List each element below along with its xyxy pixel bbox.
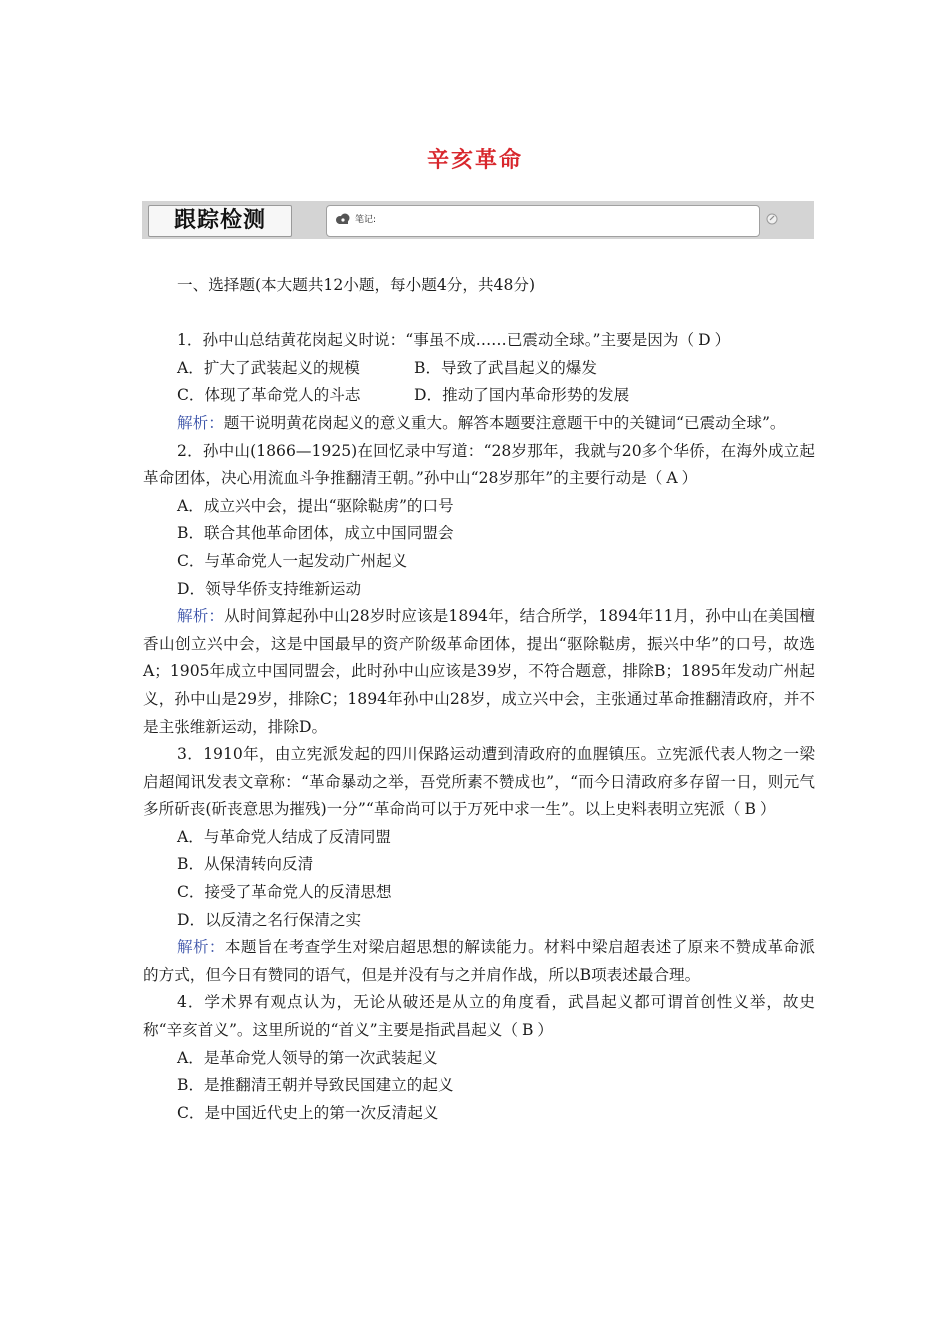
option: B．导致了武昌起义的爆发 xyxy=(414,358,597,377)
explanation: 解析：题干说明黄花岗起义的意义重大。解答本题要注意题干中的关键词“已震动全球”。 xyxy=(177,413,786,432)
banner-tag: 跟踪检测 xyxy=(148,205,292,237)
option: D．以反清之名行保清之实 xyxy=(177,910,362,929)
answer: A xyxy=(666,469,678,488)
option: D．领导华侨支持维新运动 xyxy=(177,579,362,598)
explanation-label: 解析： xyxy=(177,938,225,957)
answer: B xyxy=(521,1021,534,1040)
section-heading: 一、选择题(本大题共12小题，每小题4分，共48分) xyxy=(177,276,536,294)
clip-icon[interactable] xyxy=(766,213,778,225)
option: A．是革命党人领导的第一次武装起义 xyxy=(177,1048,438,1067)
answer: D xyxy=(698,331,711,350)
document-title: 辛亥革命 xyxy=(426,148,523,173)
option: D．推动了国内革命形势的发展 xyxy=(414,386,630,405)
explanation-label: 解析： xyxy=(177,607,225,626)
option: C．与革命党人一起发动广州起义 xyxy=(177,551,408,570)
option: C．体现了革命党人的斗志 xyxy=(177,386,361,405)
explanation-label: 解析： xyxy=(177,413,224,432)
question-stem: 4．学术界有观点认为，无论从破还是从立的角度看，武昌起义都可谓首创性义举，故史称“辛亥首义”。这里所说的“首义”主要是指武昌起义（ B ） xyxy=(143,993,815,1040)
option-row xyxy=(143,355,815,383)
note-label: 笔记: xyxy=(355,215,377,225)
option: C．是中国近代史上的第一次反清起义 xyxy=(177,1103,439,1122)
answer: B xyxy=(744,800,756,819)
document-body xyxy=(143,272,815,1127)
explanation: 解析：从时间算起孙中山28岁时应该是1894年，结合所学，1894年11月，孙中山在美国檀香山创立兴中会，这是中国最早的资产阶级革命团体，提出“驱除鞑虏，振兴中华”的口号，故选A；1905年成立中国同盟会，此时孙中山应该是39岁，不符合题意，排除B；1895年发动广州起义，孙中山是29岁，排除C；1894年孙中山28岁，成立兴中会，主张通过革命推翻清政府，并不是主张维新运动，排除D。 xyxy=(143,607,815,736)
explanation: 解析：本题旨在考查学生对梁启超思想的解读能力。材料中梁启超表述了原来不赞成革命派的方式，但今日有赞同的语气，但是并没有与之并肩作战，所以B项表述最合理。 xyxy=(143,938,815,984)
option: B．联合其他革命团体，成立中国同盟会 xyxy=(177,524,454,543)
option: B．从保清转向反清 xyxy=(177,855,314,874)
option-row xyxy=(143,382,815,410)
option: A．成立兴中会，提出“驱除鞑虏”的口号 xyxy=(177,496,454,515)
question-stem: 1．孙中山总结黄花岗起义时说：“事虽不成……已震动全球。”主要是因为（ D ） xyxy=(177,331,731,350)
note-field[interactable] xyxy=(326,205,760,237)
option: A．扩大了武装起义的规模 xyxy=(177,358,360,377)
option: A．与革命党人结成了反清同盟 xyxy=(177,827,391,846)
option: C．接受了革命党人的反清思想 xyxy=(177,883,392,902)
option: B．是推翻清王朝并导致民国建立的起义 xyxy=(177,1076,454,1095)
cloud-icon xyxy=(335,213,351,225)
question-stem: 3．1910年，由立宪派发起的四川保路运动遭到清政府的血腥镇压。立宪派代表人物之一梁启超闻讯发表文章称：“革命暴动之举，吾党所素不赞成也”，“而今日清政府多存留一日，则元气多所斫丧(斫丧意思为摧残)一分”“革命尚可以于万死中求一生”。以上史料表明立宪派（ B ） xyxy=(143,745,815,819)
question-stem: 2．孙中山(1866—1925)在回忆录中写道：“28岁那年，我就与20多个华侨，在海外成立起革命团体，决心用流血斗争推翻清王朝。”孙中山“28岁那年”的主要行动是（ A ） xyxy=(143,441,815,488)
section-banner xyxy=(142,201,814,239)
